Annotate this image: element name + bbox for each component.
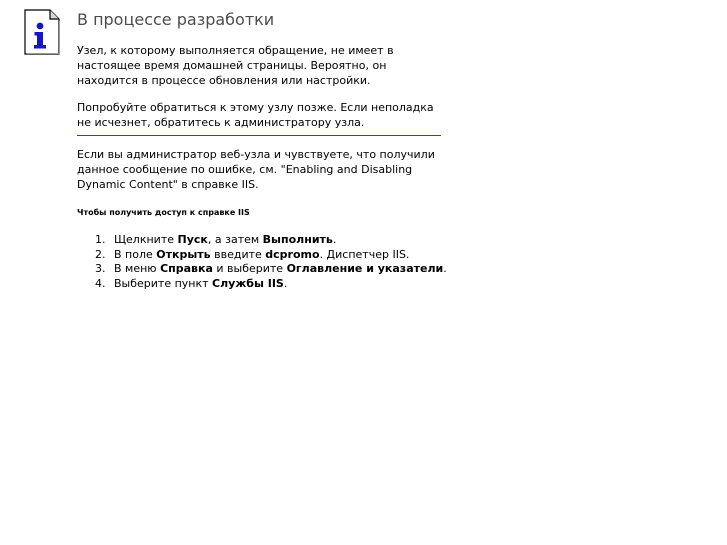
step-keyword: Выполнить (262, 233, 333, 246)
page-title: В процессе разработки (77, 10, 275, 29)
step-keyword: Справка (160, 262, 213, 275)
step-text: В поле (114, 247, 157, 261)
step-item (77, 233, 447, 248)
step-text: В меню (114, 262, 161, 275)
step-text: . (283, 276, 288, 290)
step-item (77, 277, 447, 292)
steps-list (77, 233, 447, 291)
step-item (77, 248, 447, 263)
step-text: Щелкните (114, 233, 178, 246)
paragraph-admin: Если вы администратор веб-узла и чувствуете, что получили данное сообщение по ошибке, см. "Enabling and Disabling Dynamic Content" в справке IIS. (77, 148, 435, 191)
step-number: 3. (95, 262, 106, 275)
step-keyword: Службы IIS (212, 276, 284, 290)
step-text: . (443, 262, 447, 275)
step-keyword: dcpromo (265, 247, 320, 261)
paragraph-status: Узел, к которому выполняется обращение, не имеет в настоящее время домашней страницы. Вероятно, он находится в процессе обновления или настройки. (77, 44, 394, 87)
paragraph-retry: Попробуйте обратиться к этому узлу позже. Если неполадка не исчезнет, обратитесь к администратору узла. (77, 101, 434, 129)
divider (77, 135, 441, 136)
step-text: . Диспетчер IIS. (319, 247, 410, 261)
step-number: 2. (95, 247, 106, 261)
step-item (77, 262, 447, 277)
step-keyword: Оглавление и указатели (286, 262, 444, 275)
step-text: Выберите пункт (114, 276, 213, 290)
step-text: введите (210, 247, 266, 261)
step-keyword: Пуск (177, 233, 208, 246)
step-number: 1. (95, 233, 106, 246)
step-number: 4. (95, 276, 106, 290)
step-text: и выберите (212, 262, 287, 275)
step-text: . (332, 233, 337, 246)
main-content (77, 0, 447, 291)
help-heading: Чтобы получить доступ к справке IIS (77, 208, 250, 217)
step-text: , а затем (207, 233, 263, 246)
info-document-icon (24, 9, 60, 55)
step-keyword: Открыть (156, 247, 211, 261)
